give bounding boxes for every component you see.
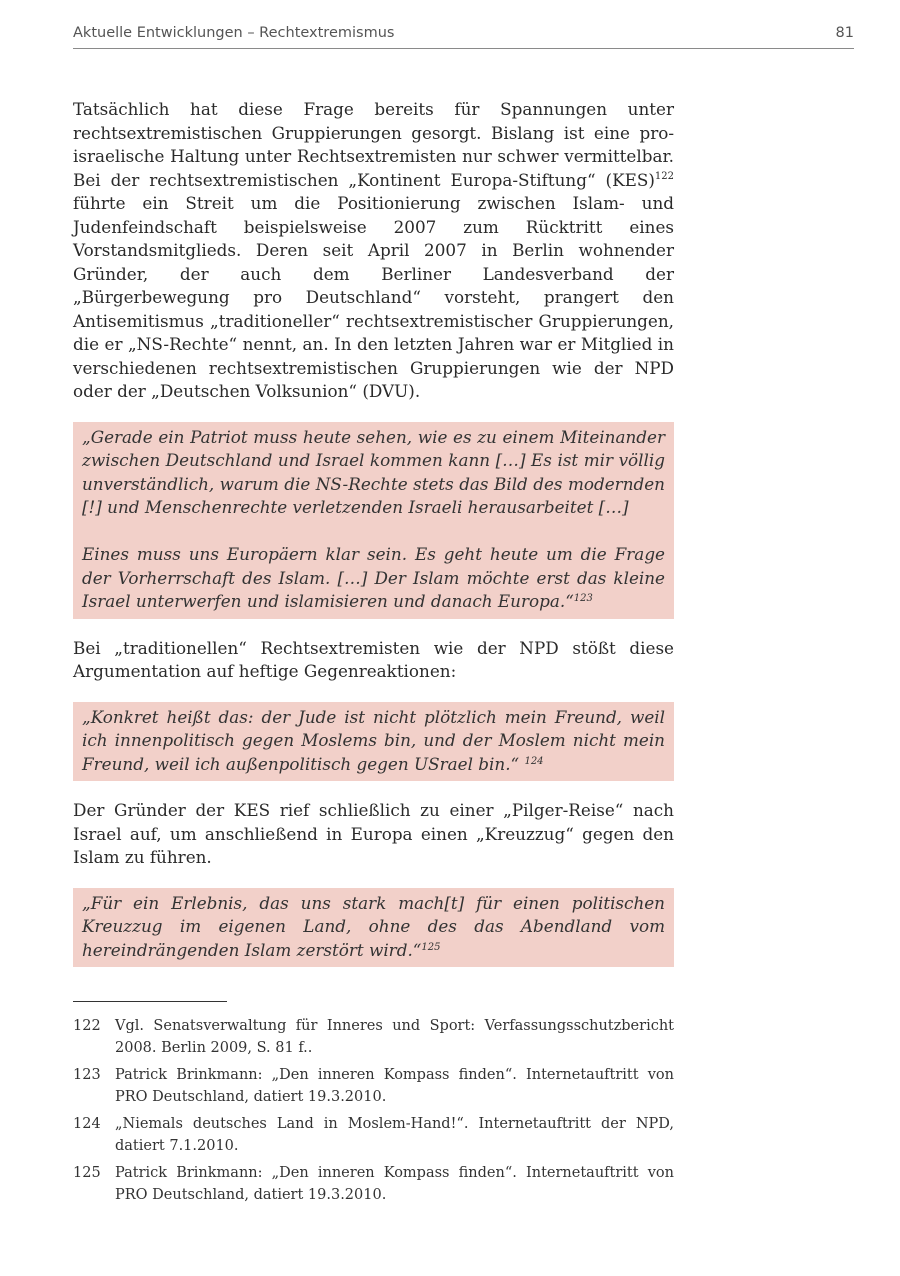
quote-1-paragraph-1: „Gerade ein Patriot muss heute sehen, wie es zu einem Miteinander zwischen Deutschland und Israel kommen kann […] Es ist mir völlig unverständlich, warum die NS-Rechte stets das Bild des modernden [!] und Menschenrechte verletzenden Israeli herausarbeitet […] (82, 426, 665, 517)
quote-block-1 (73, 422, 674, 619)
page-number: 81 (835, 25, 854, 41)
footnote-number: 122 (73, 1018, 101, 1034)
quote-2-paragraph (82, 706, 665, 777)
footnote-divider (73, 1001, 227, 1002)
footnote-item (73, 1163, 674, 1206)
quote-2-text: „Konkret heißt das: der Jude ist nicht plötzlich mein Freund, weil ich innenpolitisch gegen Moslems bin, und der Moslem nicht mein Freund, weil ich außenpolitisch gegen USrael bin.“ (82, 706, 665, 774)
footnote-item (73, 1114, 674, 1157)
quote-block-3 (73, 888, 674, 968)
quote-3-paragraph (82, 892, 665, 963)
footnote-item (73, 1065, 674, 1108)
footnote-ref-125[interactable]: 125 (421, 941, 441, 953)
quote-3-text: „Für ein Erlebnis, das uns stark mach[t] für einen politischen Kreuzzug im eigenen Land, ohne des das Abendland vom hereindrängenden Islam zerstört wird.“ (82, 892, 665, 960)
header-title: Aktuelle Entwicklungen – Rechtextremismus (73, 25, 395, 41)
paragraph-1-text-a: Tatsächlich hat diese Frage bereits für Spannungen unter rechtsextremistischen Gruppierungen gesorgt. Bislang ist eine pro-israelische Haltung unter Rechtsextremisten nur schwer vermittelbar. Bei der rechtsextremistischen „Kontinent Europa-Stiftung“ (KES) (73, 99, 674, 190)
footnote-number: 124 (73, 1116, 101, 1132)
footnote-number: 125 (73, 1165, 101, 1181)
paragraph-1-text-b: führte ein Streit um die Positionierung zwischen Islam- und Judenfeindschaft beispielsweise 2007 zum Rücktritt eines Vorstandsmitglieds. Deren seit April 2007 in Berlin wohnender Gründer, der auch dem Berliner Landesverband der „Bürgerbewegung pro Deutschland“ vorsteht, prangert den Antisemitismus „traditioneller“ rechtsextremistischer Gruppierungen, die er „NS-Rechte“ nennt, an. In den letzten Jahren war er Mitglied in verschiedenen rechtsextremistischen Gruppierungen wie der NPD oder der „Deutschen Volksunion“ (DVU). (73, 193, 674, 401)
quote-1-paragraph-2-text: Eines muss uns Europäern klar sein. Es geht heute um die Frage der Vorherrschaft des Islam. […] Der Islam möchte erst das kleine Israel unterwerfen und islamisieren und danach Europa.“ (82, 544, 665, 611)
footnote-text: Patrick Brinkmann: „Den inneren Kompass finden“. Internetauftritt von PRO Deutschland, datiert 19.3.2010. (115, 1067, 674, 1105)
footnotes (73, 1016, 674, 1212)
footnote-text: Patrick Brinkmann: „Den inneren Kompass finden“. Internetauftritt von PRO Deutschland, datiert 19.3.2010. (115, 1165, 674, 1203)
paragraph-3: Der Gründer der KES rief schließlich zu einer „Pilger-Reise“ nach Israel auf, um anschließend in Europa einen „Kreuzzug“ gegen den Islam zu führen. (73, 800, 674, 867)
footnote-ref-124[interactable]: 124 (524, 755, 544, 767)
running-header (73, 22, 854, 49)
footnote-number: 123 (73, 1067, 101, 1083)
footnote-text: Vgl. Senatsverwaltung für Inneres und Sport: Verfassungsschutzbericht 2008. Berlin 2009, S. 81 f.. (115, 1018, 674, 1056)
paragraph-2: Bei „traditionellen“ Rechtsextremisten wie der NPD stößt diese Argumentation auf heftige Gegenreaktionen: (73, 637, 674, 681)
footnote-item (73, 1016, 674, 1059)
paragraph-1 (73, 98, 674, 404)
main-content (73, 98, 674, 967)
footnote-ref-123[interactable]: 123 (573, 593, 593, 604)
quote-block-2 (73, 702, 674, 782)
footnote-text: „Niemals deutsches Land in Moslem-Hand!“. Internetauftritt der NPD, datiert 7.1.2010. (115, 1116, 674, 1154)
quote-1-paragraph-2 (82, 543, 665, 614)
footnote-ref-122[interactable]: 122 (654, 170, 674, 182)
